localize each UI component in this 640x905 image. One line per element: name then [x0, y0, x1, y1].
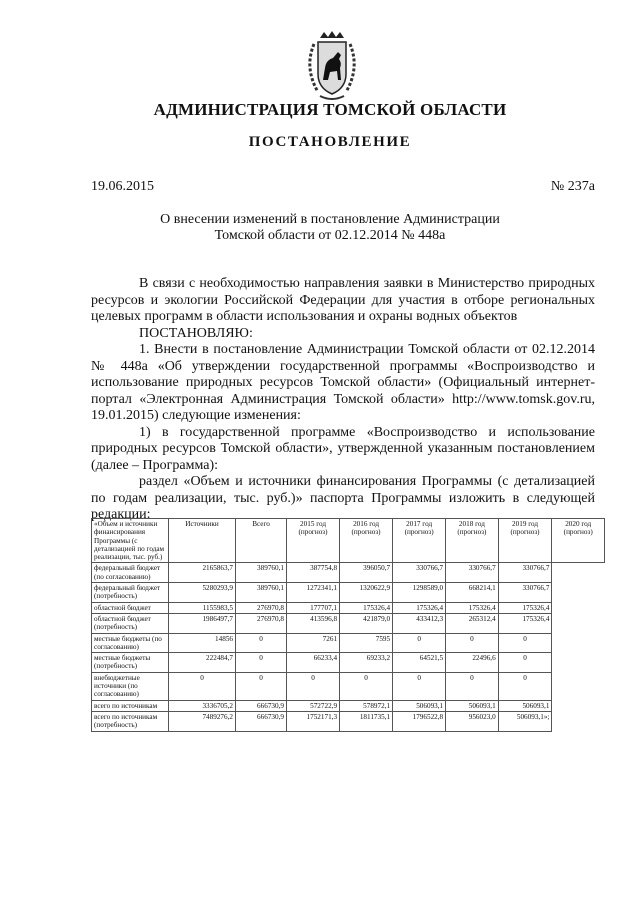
- table-value-cell: 66233,4: [287, 653, 340, 673]
- table-value-cell: 578972,1: [340, 700, 393, 711]
- table-value-cell: 177707,1: [287, 602, 340, 613]
- table-row: [92, 613, 605, 633]
- table-value-cell: 1155983,5: [169, 602, 236, 613]
- table-value-cell: 1811735,1: [340, 711, 393, 731]
- coat-of-arms-icon: [300, 30, 364, 104]
- table-header-row: [92, 519, 605, 563]
- table-source-cell: местные бюджеты (по согласованию): [92, 633, 169, 653]
- table-source-cell: всего по источникам: [92, 700, 169, 711]
- table-row: [92, 583, 605, 603]
- table-value-cell: 3336705,2: [169, 700, 236, 711]
- table-value-cell: 330766,7: [393, 563, 446, 583]
- table-value-cell: 506093,1: [498, 700, 552, 711]
- body-decree: ПОСТАНОВЛЯЮ:: [139, 325, 253, 341]
- table-value-cell: 433412,3: [393, 613, 446, 633]
- table-value-cell: 1272341,1: [287, 583, 340, 603]
- table-value-cell: 175326,4: [446, 602, 499, 613]
- body-paragraph-3: 1) в государственной программе «Воспроизводство и использование природных ресурсов Томской области», утвержденной указанным постановлением (далее – Программа):: [91, 424, 595, 473]
- table-header-cell: 2017 год (прогноз): [393, 519, 446, 563]
- document-subject: [140, 212, 520, 244]
- table-value-cell: 1796522,8: [393, 711, 446, 731]
- table-value-cell: 0: [446, 633, 499, 653]
- table-header-cell: 2016 год (прогноз): [340, 519, 393, 563]
- table-value-cell: 389760,1: [236, 563, 287, 583]
- table-value-cell: 0: [498, 633, 552, 653]
- table-value-cell: 389760,1: [236, 583, 287, 603]
- table-value-cell: 276970,8: [236, 613, 287, 633]
- table-value-cell: 0: [236, 653, 287, 673]
- table-header-cell: 2020 год (прогноз): [552, 519, 605, 563]
- table-value-cell: 421879,0: [340, 613, 393, 633]
- table-value-cell: 7595: [340, 633, 393, 653]
- table-value-cell: 222484,7: [169, 653, 236, 673]
- table-source-cell: внебюджетные источники (по согласованию): [92, 672, 169, 700]
- table-value-cell: 0: [236, 633, 287, 653]
- table-value-cell: 7261: [287, 633, 340, 653]
- table-value-cell: 265312,4: [446, 613, 499, 633]
- document-body: [91, 276, 595, 524]
- table-value-cell: 330766,7: [446, 563, 499, 583]
- table-value-cell: 175326,4: [498, 613, 552, 633]
- table-value-cell: 1320622,9: [340, 583, 393, 603]
- table-value-cell: 0: [393, 672, 446, 700]
- table-value-cell: 330766,7: [498, 563, 552, 583]
- table-value-cell: 14856: [169, 633, 236, 653]
- table-value-cell: 276970,8: [236, 602, 287, 613]
- document-date: 19.06.2015: [91, 179, 154, 194]
- table-value-cell: 175326,4: [393, 602, 446, 613]
- table-value-cell: 387754,8: [287, 563, 340, 583]
- table-source-cell: федеральный бюджет (потребность): [92, 583, 169, 603]
- table-value-cell: 0: [169, 672, 236, 700]
- table-value-cell: 0: [498, 672, 552, 700]
- table-header-cell: Всего: [236, 519, 287, 563]
- table-value-cell: 0: [287, 672, 340, 700]
- table-row: [92, 602, 605, 613]
- table-value-cell: 5280293,9: [169, 583, 236, 603]
- table-value-cell: 330766,7: [498, 583, 552, 603]
- table-header-cell: 2018 год (прогноз): [446, 519, 499, 563]
- financing-table: [91, 518, 605, 732]
- table-value-cell: 1298589,0: [393, 583, 446, 603]
- table-row: [92, 700, 605, 711]
- table-value-cell: 0: [340, 672, 393, 700]
- table-value-cell: 506093,1: [393, 700, 446, 711]
- table-left-label: «Объем и источники финансирования Программы (с детализацией по годам реализации, тыс. руб.): [92, 519, 169, 563]
- body-paragraph-2: 1. Внести в постановление Администрации Томской области от 02.12.2014 № 448а «Об утверждении государственной программы «Воспроизводство и использование природных ресурсов Томской области» (Официальный интернет-портал «Электронная Администрация Томской области» http://www.tomsk.gov.ru, 19.01.2015) следующие изменения:: [91, 342, 595, 423]
- table-value-cell: 22496,6: [446, 653, 499, 673]
- table-value-cell: 413596,8: [287, 613, 340, 633]
- table-value-cell: 956023,0: [446, 711, 499, 731]
- table-value-cell: 668214,1: [446, 583, 499, 603]
- table-value-cell: 506093,1: [446, 700, 499, 711]
- table-value-cell: 175326,4: [340, 602, 393, 613]
- table-source-cell: всего по источникам (потребность): [92, 711, 169, 731]
- table-value-cell: 64521,5: [393, 653, 446, 673]
- body-paragraph-4: раздел «Объем и источники финансирования Программы (с детализацией по годам реализации, тыс. руб.)» паспорта Программы изложить в следующей редакции:: [91, 474, 595, 522]
- table-value-cell: 0: [498, 653, 552, 673]
- table-row: [92, 633, 605, 653]
- table-header-cell: Источники: [169, 519, 236, 563]
- table-header-cell: 2019 год (прогноз): [498, 519, 552, 563]
- table-row: [92, 711, 605, 731]
- table-source-cell: областной бюджет: [92, 602, 169, 613]
- table-value-cell: 1986497,7: [169, 613, 236, 633]
- table-value-cell: 666730,9: [236, 700, 287, 711]
- document-type-title: ПОСТАНОВЛЕНИЕ: [248, 134, 412, 150]
- table-value-cell: 0: [236, 672, 287, 700]
- body-paragraph-1: В связи с необходимостью направления заявки в Министерство природных ресурсов и экологии Российской Федерации для участия в отборе региональных целевых программ в области использования и охраны водных объектов: [91, 276, 595, 324]
- table-source-cell: местные бюджеты (потребность): [92, 653, 169, 673]
- table-value-cell: 666730,9: [236, 711, 287, 731]
- table-source-cell: областной бюджет (потребность): [92, 613, 169, 633]
- table-value-cell: 175326,4: [498, 602, 552, 613]
- table-value-cell: 7489276,2: [169, 711, 236, 731]
- table-value-cell: 396050,7: [340, 563, 393, 583]
- table-source-cell: федеральный бюджет (по согласованию): [92, 563, 169, 583]
- table-value-cell: 69233,2: [340, 653, 393, 673]
- table-value-cell: 0: [393, 633, 446, 653]
- document-number: № 237а: [550, 179, 595, 194]
- subject-line-2: Томской области от 02.12.2014 № 448а: [214, 228, 446, 243]
- table-row: [92, 563, 605, 583]
- table-row: [92, 672, 605, 700]
- table-header-cell: 2015 год (прогноз): [287, 519, 340, 563]
- table-value-cell: 2165863,7: [169, 563, 236, 583]
- table-value-cell: 572722,9: [287, 700, 340, 711]
- subject-line-1: О внесении изменений в постановление Администрации: [160, 212, 500, 227]
- table-value-cell: 0: [446, 672, 499, 700]
- table-value-cell: 506093,1»;: [498, 711, 552, 731]
- table-value-cell: 1752171,3: [287, 711, 340, 731]
- organization-title: АДМИНИСТРАЦИЯ ТОМСКОЙ ОБЛАСТИ: [153, 100, 507, 119]
- table-row: [92, 653, 605, 673]
